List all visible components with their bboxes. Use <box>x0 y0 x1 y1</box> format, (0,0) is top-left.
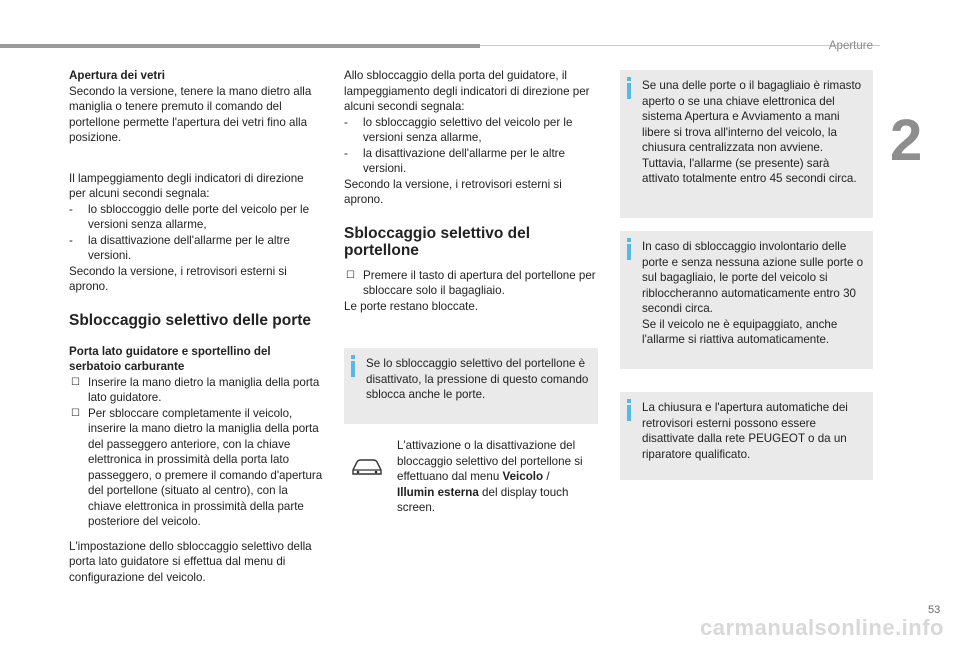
note-text: In caso di sbloccaggio involontario delle porte e senza nessuna azione sulle porte o sul bagagliaio, le porte del veicolo si riblocch​eranno automaticamente entro 30 secondi circa. <box>642 240 864 315</box>
page-number: 53 <box>928 604 941 616</box>
info-note <box>344 348 598 424</box>
info-icon <box>627 77 631 81</box>
note-text: Se lo sbloccaggio selettivo del portellone è disattivato, la pressione di questo comando sblocca anche le porte. <box>366 357 589 401</box>
subsection-title: Porta lato guidatore e sportellino del serbatoio carburante <box>69 344 271 373</box>
list-item: - lo sblocco​ggio delle porte del veicolo per le versioni senza allarme, <box>69 202 310 231</box>
section-heading: Sbloccaggio selettivo del portellone <box>344 224 531 259</box>
paragraph: Le porte restano bloccate. <box>344 299 479 313</box>
info-note <box>620 231 873 369</box>
car-menu-text: L'attivazione o la disattivazione del bloccaggio selettivo del portellone si effettuano dal menu Veicolo / Illumin esterna del display touch screen. <box>397 439 583 514</box>
car-icon <box>350 455 390 485</box>
column-2 <box>344 68 598 314</box>
section-heading: Sbloccaggio selettivo delle porte <box>69 311 312 329</box>
paragraph: L'impostazione dello sbloccaggio selettivo della porta lato guidatore si effettua dal menu di configurazione del veicolo. <box>69 539 312 584</box>
step-item: ☐ Premere il tasto di apertura del portellone per sbloccare solo il bagagliaio. <box>346 268 596 297</box>
paragraph: Il lampeggiamento degli indicatori di direzione per alcuni secondi segnala: <box>69 171 304 200</box>
note-text: La chiusura e l'apertura automatiche dei retrovisori esterni possono essere disattivate dalla rete PEUGEOT o da un riparatore qualificato. <box>642 401 848 461</box>
checkbox-icon: ☐ <box>71 376 80 388</box>
info-note <box>620 70 873 218</box>
list-item: - la disattivazione dell'allarme per le altre versioni. <box>344 146 565 175</box>
step-item: ☐ Inserire la mano dietro la maniglia della porta lato guidatore. <box>71 375 320 404</box>
checkbox-icon: ☐ <box>346 269 355 281</box>
section-title: Aperture <box>828 40 873 52</box>
info-icon <box>627 238 631 242</box>
list-item: - lo sbloccaggio selettivo del veicolo per le versioni senza allarme, <box>344 115 573 144</box>
step-item: ☐ Per sbloccare completamente il veicolo, inserire la mano dietro la maniglia della porta del passeggero anteriore, con la chiave elettronica in prossimità della porta lato passeggero, o premere il comando d'apertura del portellone (situato al centro), con la chiave elettronica in prossimità della parte posteriore del veicolo. <box>71 406 323 528</box>
paragraph: Secondo la versione, i retrovisori esterni si aprono. <box>69 264 287 293</box>
checkbox-icon: ☐ <box>71 407 80 419</box>
paragraph-title: Apertura dei vetri <box>69 69 165 82</box>
info-note <box>620 392 873 480</box>
note-text: Se una delle porte o il bagagliaio è rimasto aperto o se una chiave elettronica del sistema Apertura e Avviamento a mani libere si trova all'interno del veicolo, la chiusura centralizzata non avviene. Tuttavia, l'allarme (se presente) sarà attivato totalmente entro 45 secondi circa. <box>642 79 862 185</box>
header-bar <box>0 44 480 48</box>
watermark: carmanualsonline.info <box>700 615 944 640</box>
info-icon <box>351 355 355 359</box>
note-text: Se il veicolo ne è equipaggiato, anche l'allarme si riattiva automaticamente. <box>642 317 838 346</box>
header-rule <box>480 45 880 46</box>
paragraph: Allo sbloccaggio della porta del guidatore, il lampeggiamento degli indicatori di direzione per alcuni secondi segnala: <box>344 69 590 113</box>
chapter-number: 2 <box>890 108 923 173</box>
info-icon <box>627 399 631 403</box>
list-item: - la disattivazione dell'allarme per le altre versioni. <box>69 233 290 262</box>
column-1 <box>69 68 323 585</box>
paragraph: Secondo la versione, i retrovisori esterni si aprono. <box>344 177 562 206</box>
paragraph: Secondo la versione, tenere la mano dietro alla maniglia o tenere premuto il comando del portellone permette l'apertura dei vetri fino alla posizione. <box>69 84 312 144</box>
